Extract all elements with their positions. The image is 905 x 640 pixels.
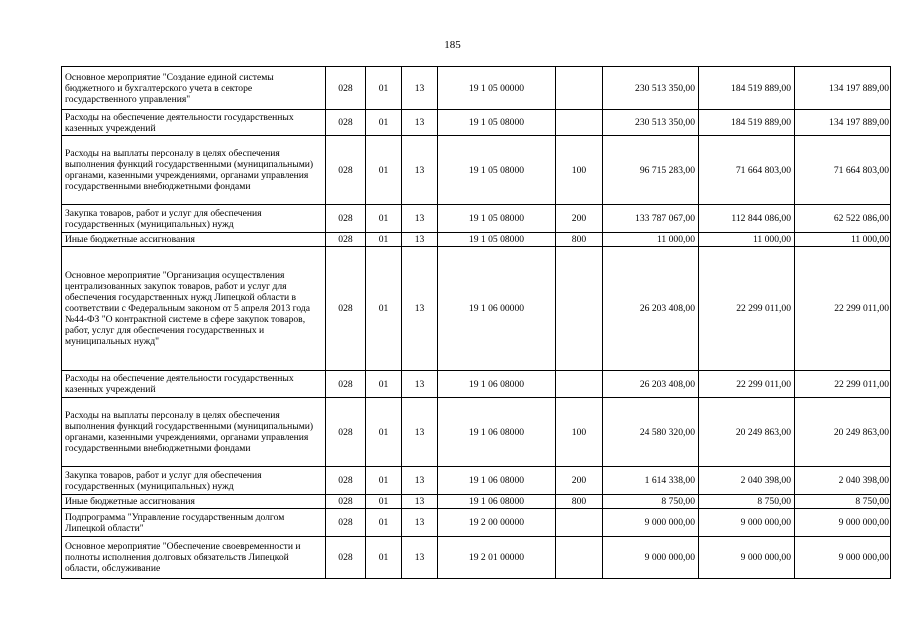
row-sum-3: 9 000 000,00 [795, 537, 891, 579]
row-sum-2: 22 299 011,00 [699, 371, 795, 398]
row-csr: 19 1 06 08000 [438, 467, 556, 495]
table-row [62, 205, 891, 233]
row-sum-3: 134 197 889,00 [795, 110, 891, 136]
row-name: Основное мероприятие "Обеспечение своевременности и полноты исполнения долговых обязательств Липецкой области, обслуживание [62, 537, 326, 579]
row-vr [556, 110, 603, 136]
row-sum-3: 11 000,00 [795, 233, 891, 247]
table-row [62, 371, 891, 398]
row-podrazdel: 13 [402, 110, 438, 136]
row-sum-3: 134 197 889,00 [795, 67, 891, 110]
row-sum-3: 22 299 011,00 [795, 247, 891, 371]
row-sum-1: 11 000,00 [603, 233, 699, 247]
table-row [62, 136, 891, 205]
row-razdel: 01 [366, 67, 402, 110]
table-row [62, 467, 891, 495]
row-vr: 200 [556, 205, 603, 233]
row-sum-2: 184 519 889,00 [699, 67, 795, 110]
row-sum-2: 2 040 398,00 [699, 467, 795, 495]
table-row [62, 110, 891, 136]
row-grbs: 028 [326, 467, 366, 495]
row-podrazdel: 13 [402, 371, 438, 398]
row-sum-3: 2 040 398,00 [795, 467, 891, 495]
row-podrazdel: 13 [402, 509, 438, 537]
row-podrazdel: 13 [402, 205, 438, 233]
row-csr: 19 1 05 08000 [438, 233, 556, 247]
row-name: Закупка товаров, работ и услуг для обеспечения государственных (муниципальных) нужд [62, 205, 326, 233]
row-sum-2: 9 000 000,00 [699, 509, 795, 537]
row-sum-2: 8 750,00 [699, 495, 795, 509]
table-row [62, 398, 891, 467]
table-row [62, 509, 891, 537]
row-vr: 100 [556, 398, 603, 467]
row-sum-1: 8 750,00 [603, 495, 699, 509]
row-name: Иные бюджетные ассигнования [62, 495, 326, 509]
row-razdel: 01 [366, 398, 402, 467]
row-csr: 19 1 05 08000 [438, 136, 556, 205]
row-name: Основное мероприятие "Создание единой системы бюджетного и бухгалтерского учета в секторе государственного управления" [62, 67, 326, 110]
table-row [62, 537, 891, 579]
row-csr: 19 1 06 08000 [438, 495, 556, 509]
row-name: Расходы на обеспечение деятельности государственных казенных учреждений [62, 110, 326, 136]
row-podrazdel: 13 [402, 537, 438, 579]
row-sum-1: 230 513 350,00 [603, 110, 699, 136]
row-razdel: 01 [366, 371, 402, 398]
row-sum-2: 20 249 863,00 [699, 398, 795, 467]
page-number: 185 [444, 39, 461, 51]
budget-table-body [62, 67, 891, 579]
table-row [62, 67, 891, 110]
row-podrazdel: 13 [402, 67, 438, 110]
row-sum-1: 96 715 283,00 [603, 136, 699, 205]
row-razdel: 01 [366, 205, 402, 233]
row-podrazdel: 13 [402, 398, 438, 467]
row-razdel: 01 [366, 247, 402, 371]
row-grbs: 028 [326, 67, 366, 110]
row-grbs: 028 [326, 233, 366, 247]
row-vr [556, 537, 603, 579]
row-name: Расходы на обеспечение деятельности государственных казенных учреждений [62, 371, 326, 398]
row-sum-2: 11 000,00 [699, 233, 795, 247]
row-sum-3: 71 664 803,00 [795, 136, 891, 205]
row-razdel: 01 [366, 495, 402, 509]
row-sum-1: 133 787 067,00 [603, 205, 699, 233]
row-razdel: 01 [366, 509, 402, 537]
row-grbs: 028 [326, 205, 366, 233]
row-csr: 19 2 01 00000 [438, 537, 556, 579]
row-csr: 19 1 05 08000 [438, 110, 556, 136]
row-sum-3: 8 750,00 [795, 495, 891, 509]
row-razdel: 01 [366, 537, 402, 579]
row-sum-2: 22 299 011,00 [699, 247, 795, 371]
row-sum-1: 9 000 000,00 [603, 537, 699, 579]
row-name: Расходы на выплаты персоналу в целях обеспечения выполнения функций государственными (муниципальными) органами, казенными учреждениями, органами управления государственными внебюджетными фондами [62, 136, 326, 205]
row-podrazdel: 13 [402, 136, 438, 205]
row-sum-3: 20 249 863,00 [795, 398, 891, 467]
row-sum-1: 24 580 320,00 [603, 398, 699, 467]
row-sum-3: 22 299 011,00 [795, 371, 891, 398]
row-sum-1: 26 203 408,00 [603, 371, 699, 398]
row-grbs: 028 [326, 136, 366, 205]
row-grbs: 028 [326, 537, 366, 579]
row-sum-1: 230 513 350,00 [603, 67, 699, 110]
row-sum-2: 184 519 889,00 [699, 110, 795, 136]
row-csr: 19 1 06 00000 [438, 247, 556, 371]
row-sum-1: 9 000 000,00 [603, 509, 699, 537]
row-grbs: 028 [326, 398, 366, 467]
row-csr: 19 1 05 08000 [438, 205, 556, 233]
row-name: Расходы на выплаты персоналу в целях обеспечения выполнения функций государственными (муниципальными) органами, казенными учреждениями, органами управления государственными внебюджетными фондами [62, 398, 326, 467]
table-row [62, 247, 891, 371]
row-grbs: 028 [326, 509, 366, 537]
row-sum-2: 71 664 803,00 [699, 136, 795, 205]
row-razdel: 01 [366, 467, 402, 495]
row-podrazdel: 13 [402, 467, 438, 495]
row-sum-1: 1 614 338,00 [603, 467, 699, 495]
row-vr: 200 [556, 467, 603, 495]
row-grbs: 028 [326, 247, 366, 371]
row-sum-2: 112 844 086,00 [699, 205, 795, 233]
table-row [62, 233, 891, 247]
row-vr [556, 371, 603, 398]
row-razdel: 01 [366, 233, 402, 247]
row-grbs: 028 [326, 371, 366, 398]
row-razdel: 01 [366, 136, 402, 205]
row-name: Закупка товаров, работ и услуг для обеспечения государственных (муниципальных) нужд [62, 467, 326, 495]
row-sum-1: 26 203 408,00 [603, 247, 699, 371]
row-vr: 800 [556, 233, 603, 247]
row-vr [556, 67, 603, 110]
row-name: Подпрограмма "Управление государственным долгом Липецкой области" [62, 509, 326, 537]
row-sum-3: 9 000 000,00 [795, 509, 891, 537]
row-grbs: 028 [326, 110, 366, 136]
row-vr [556, 509, 603, 537]
row-grbs: 028 [326, 495, 366, 509]
row-csr: 19 1 06 08000 [438, 398, 556, 467]
row-vr: 800 [556, 495, 603, 509]
row-sum-2: 9 000 000,00 [699, 537, 795, 579]
row-podrazdel: 13 [402, 233, 438, 247]
row-name: Основное мероприятие "Организация осуществления централизованных закупок товаров, работ и услуг для обеспечения государственных нужд Липецкой области в соответствии с Федеральным законом от 5 апреля 2013 года №44-ФЗ "О контрактной системе в сфере закупок товаров, работ, услуг для обеспечения государственных и муниципальных нужд" [62, 247, 326, 371]
row-csr: 19 2 00 00000 [438, 509, 556, 537]
row-razdel: 01 [366, 110, 402, 136]
row-csr: 19 1 06 08000 [438, 371, 556, 398]
budget-table [61, 66, 891, 579]
row-sum-3: 62 522 086,00 [795, 205, 891, 233]
table-row [62, 495, 891, 509]
row-csr: 19 1 05 00000 [438, 67, 556, 110]
row-vr: 100 [556, 136, 603, 205]
row-podrazdel: 13 [402, 247, 438, 371]
row-name: Иные бюджетные ассигнования [62, 233, 326, 247]
row-podrazdel: 13 [402, 495, 438, 509]
row-vr [556, 247, 603, 371]
